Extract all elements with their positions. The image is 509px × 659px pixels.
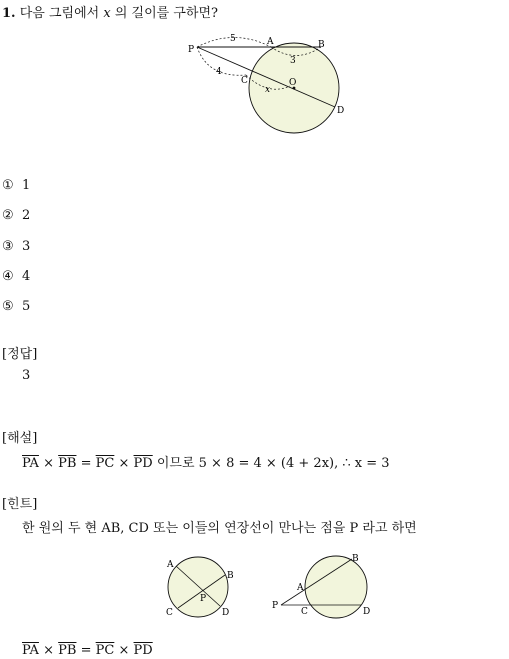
hint2-label-a: A: [297, 583, 304, 593]
option-2[interactable]: [2, 208, 30, 223]
explanation-line: [22, 452, 390, 471]
hint2-label-p: P: [272, 601, 279, 611]
option-1-value: 1: [22, 178, 31, 193]
label-p: P: [188, 45, 195, 55]
formula-segment-pc: $\overline{PC}$: [95, 643, 115, 658]
segment-pc: $\overline{PC}$: [95, 456, 115, 471]
length-pa: 5: [230, 34, 236, 44]
label-c: C: [241, 76, 248, 86]
hint-figure-inside: [158, 550, 242, 622]
option-2-mark: ②: [2, 208, 14, 223]
length-pc: 4: [216, 67, 222, 77]
explanation-rest: 이므로 5 × 8 = 4 × (4 + 2x), ∴ x = 3: [156, 456, 390, 471]
question-variable: x: [103, 6, 111, 21]
label-b: B: [318, 40, 325, 50]
formula-times-sign: ×: [43, 643, 54, 658]
hint2-label-b: B: [352, 554, 359, 564]
answer-heading: [정답]: [2, 347, 38, 362]
option-1-mark: ①: [2, 178, 14, 193]
hint1-label-c: C: [166, 608, 173, 618]
answer-value: 3: [22, 368, 31, 383]
formula-times-sign: ×: [118, 643, 130, 658]
hint-circle-2: [305, 556, 367, 618]
formula-segment-pb: $\overline{PB}$: [58, 643, 77, 658]
hint1-label-b: B: [227, 571, 234, 581]
times-sign: ×: [43, 456, 54, 471]
hint-text: 한 원의 두 현 AB, CD 또는 이들의 연장선이 만나는 점을 P 라고 하면: [22, 521, 417, 536]
segment-pa: $\overline{PA}$: [22, 456, 39, 471]
segment-pd: $\overline{PD}$: [133, 456, 153, 471]
option-3[interactable]: [2, 239, 30, 254]
label-d: D: [337, 106, 345, 116]
segment-pb: $\overline{PB}$: [58, 456, 77, 471]
option-1[interactable]: [2, 178, 30, 193]
secant-figure: [180, 30, 360, 138]
length-x: x: [265, 85, 271, 95]
question-number: 1.: [2, 6, 16, 21]
hint2-label-c: C: [301, 607, 308, 617]
hint-circle-1: [168, 557, 228, 617]
hint2-label-d: D: [363, 607, 371, 617]
hint1-label-a: A: [167, 560, 174, 570]
option-5-value: 5: [22, 299, 31, 314]
hint1-label-p: P: [200, 594, 207, 604]
option-4[interactable]: [2, 269, 30, 284]
hint-formula: [22, 643, 153, 658]
length-ab: 3: [290, 56, 296, 66]
hint-figure-outside: [268, 550, 378, 622]
equals-sign: =: [80, 456, 92, 471]
option-3-mark: ③: [2, 239, 14, 254]
times-sign: ×: [118, 456, 130, 471]
option-3-value: 3: [22, 239, 31, 254]
question-text-after: 의 길이를 구하면?: [114, 6, 218, 21]
hint-heading: [힌트]: [2, 497, 38, 512]
option-4-mark: ④: [2, 269, 14, 284]
explanation-heading: [해설]: [2, 431, 38, 446]
option-4-value: 4: [22, 269, 31, 284]
question-line: [2, 2, 218, 21]
label-o: O: [289, 78, 297, 88]
formula-segment-pd: $\overline{PD}$: [133, 643, 153, 658]
formula-equals-sign: =: [80, 643, 92, 658]
option-5-mark: ⑤: [2, 299, 14, 314]
option-5[interactable]: [2, 299, 30, 314]
formula-segment-pa: $\overline{PA}$: [22, 643, 39, 658]
label-a: A: [267, 37, 274, 47]
hint1-label-d: D: [222, 608, 230, 618]
option-2-value: 2: [22, 208, 31, 223]
question-text-before: 다음 그림에서: [19, 6, 100, 21]
